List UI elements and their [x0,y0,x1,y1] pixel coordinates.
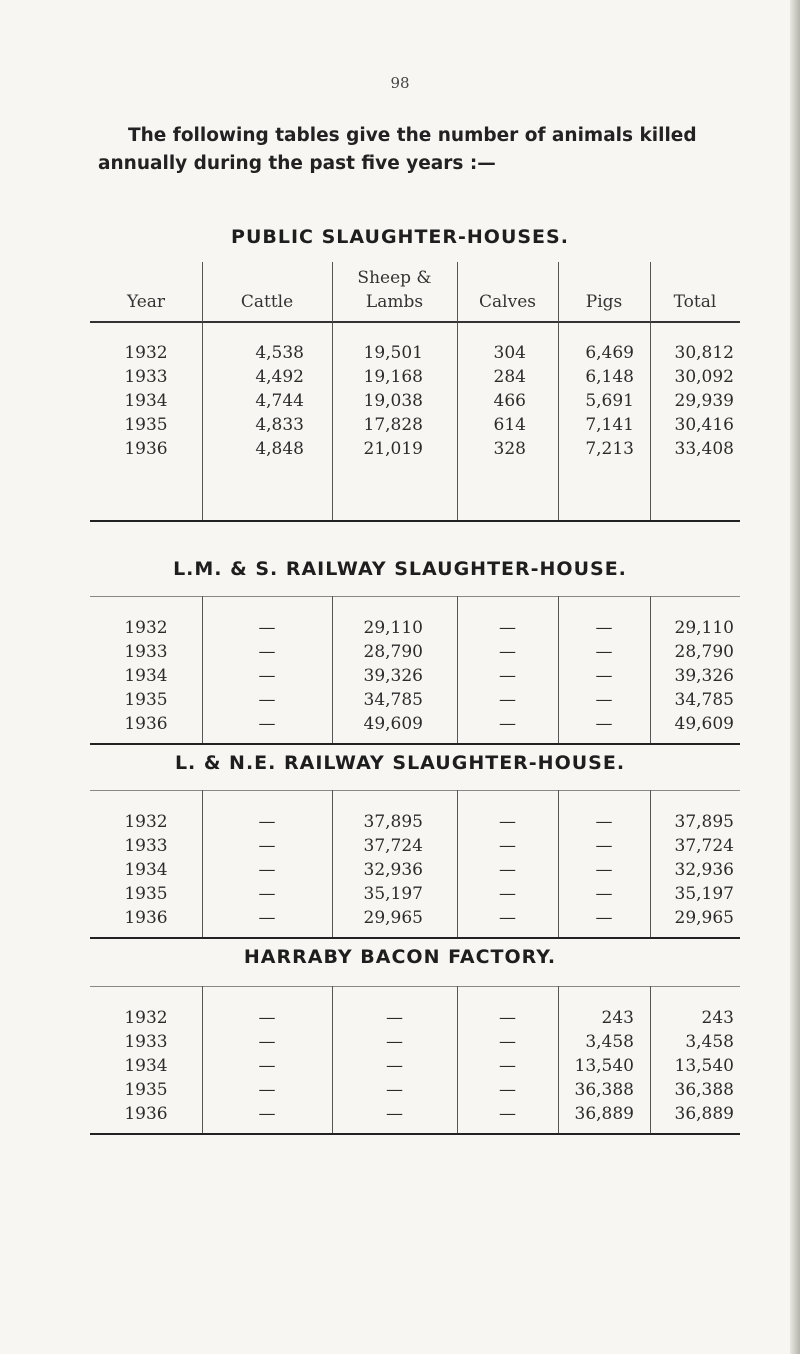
cell-calves: — [499,690,516,710]
cell-calves: — [499,812,516,832]
cell-pigs: 36,388 [574,1080,634,1100]
cell-year: 1934 [124,666,168,686]
cell-year: 1934 [124,860,168,880]
cell-pigs: — [595,618,613,638]
table-row [90,413,740,437]
table-title-lms: L.M. & S. RAILWAY SLAUGHTER-HOUSE. [173,558,627,580]
cell-cattle: 4,848 [255,439,304,459]
cell-total: 37,724 [674,836,734,856]
cell-sheep: — [386,1056,403,1076]
table-top-rule [90,596,740,597]
cell-total: 39,326 [674,666,734,686]
table-row [90,834,740,858]
cell-total: 30,416 [674,415,734,435]
cell-calves: — [499,1032,516,1052]
header-separators [90,262,740,322]
table-row [90,882,740,906]
cell-sheep: 37,895 [363,812,423,832]
cell-total: 36,388 [674,1080,734,1100]
table-row [90,1030,740,1054]
cell-cattle: 4,833 [255,415,304,435]
cell-total: 29,110 [674,618,734,638]
cell-calves: — [499,836,516,856]
cell-cattle: — [258,642,276,662]
cell-sheep: 29,965 [363,908,423,928]
cell-total: 29,965 [674,908,734,928]
cell-total: 32,936 [674,860,734,880]
table-bottom-rule [90,520,740,522]
cell-calves: — [499,714,516,734]
cell-calves: — [499,642,516,662]
cell-calves: — [499,1008,516,1028]
header-pigs: Pigs [585,292,623,312]
cell-year: 1933 [124,836,168,856]
cell-pigs: — [595,642,613,662]
table-public [90,323,740,520]
cell-total: 37,895 [674,812,734,832]
cell-cattle: — [258,884,276,904]
cell-pigs: 13,540 [574,1056,634,1076]
cell-calves: 304 [493,343,526,363]
cell-sheep: — [386,1032,403,1052]
table-row [90,688,740,712]
cell-sheep: 34,785 [363,690,423,710]
cell-cattle: 4,744 [255,391,304,411]
cell-total: 49,609 [674,714,734,734]
table-row [90,858,740,882]
cell-sheep: 19,501 [363,343,423,363]
cell-total: 36,889 [674,1104,734,1124]
cell-cattle: — [258,1032,276,1052]
cell-sheep: 28,790 [363,642,423,662]
cell-total: 13,540 [674,1056,734,1076]
cell-cattle: — [258,1056,276,1076]
cell-year: 1935 [124,690,168,710]
cell-total: 28,790 [674,642,734,662]
cell-total: 30,812 [674,343,734,363]
table-row [90,1006,740,1030]
cell-calves: 466 [493,391,526,411]
cell-pigs: — [595,908,613,928]
cell-total: 34,785 [674,690,734,710]
cell-calves: — [499,1080,516,1100]
cell-year: 1933 [124,642,168,662]
header-year: Year [126,292,166,312]
cell-cattle: — [258,666,276,686]
table-bottom-rule [90,937,740,939]
cell-calves: — [499,666,516,686]
table-top-rule [90,986,740,987]
cell-calves: — [499,1056,516,1076]
cell-year: 1932 [124,1008,168,1028]
cell-pigs: — [595,690,613,710]
table-row [90,1102,740,1126]
header-calves: Calves [479,292,536,312]
cell-calves: 284 [493,367,526,387]
cell-cattle: 4,538 [255,343,304,363]
cell-total: 33,408 [674,439,734,459]
cell-year: 1936 [124,439,168,459]
cell-year: 1932 [124,812,168,832]
cell-cattle: — [258,690,276,710]
cell-pigs: — [595,860,613,880]
cell-sheep: — [386,1080,403,1100]
cell-year: 1936 [124,1104,168,1124]
cell-sheep: 39,326 [363,666,423,686]
cell-cattle: — [258,812,276,832]
cell-sheep: 21,019 [363,439,423,459]
table-harraby [90,986,740,1133]
header-cattle: Cattle [240,292,294,312]
cell-sheep: 19,038 [363,391,423,411]
cell-calves: — [499,908,516,928]
cell-year: 1935 [124,1080,168,1100]
table-row [90,437,740,461]
cell-sheep: 29,110 [363,618,423,638]
table-row [90,664,740,688]
cell-cattle: — [258,908,276,928]
cell-pigs: 243 [601,1008,634,1028]
cell-sheep: 32,936 [363,860,423,880]
cell-total: 3,458 [685,1032,734,1052]
table-row [90,365,740,389]
cell-cattle: — [258,1008,276,1028]
cell-pigs: — [595,714,613,734]
cell-total: 30,092 [674,367,734,387]
intro-line-1: The following tables give the number of animals killed [128,125,697,146]
page-edge-shadow [790,0,800,1354]
cell-sheep: 49,609 [363,714,423,734]
cell-pigs: 6,148 [585,367,634,387]
cell-cattle: — [258,1104,276,1124]
intro-line-2: annually during the past five years :— [98,153,496,174]
table-row [90,389,740,413]
table-bottom-rule [90,1133,740,1135]
table-row [90,640,740,664]
table-lne [90,790,740,937]
table-title-public: PUBLIC SLAUGHTER-HOUSES. [231,226,569,248]
cell-pigs: 7,213 [585,439,634,459]
cell-pigs: 5,691 [585,391,634,411]
cell-cattle: — [258,860,276,880]
cell-year: 1935 [124,884,168,904]
header-sheep-line2: Lambs [365,292,424,312]
cell-year: 1935 [124,415,168,435]
cell-pigs: — [595,812,613,832]
cell-sheep: 35,197 [363,884,423,904]
cell-sheep: 37,724 [363,836,423,856]
cell-cattle: — [258,1080,276,1100]
cell-pigs: 7,141 [585,415,634,435]
table-row [90,1054,740,1078]
cell-pigs: — [595,884,613,904]
cell-pigs: — [595,666,613,686]
cell-calves: — [499,618,516,638]
cell-cattle: — [258,836,276,856]
cell-year: 1936 [124,908,168,928]
table-top-rule [90,790,740,791]
cell-year: 1934 [124,391,168,411]
cell-pigs: 6,469 [585,343,634,363]
cell-total: 243 [701,1008,734,1028]
cell-calves: 614 [493,415,526,435]
table-title-lne: L. & N.E. RAILWAY SLAUGHTER-HOUSE. [174,752,626,774]
cell-calves: — [499,1104,516,1124]
cell-calves: — [499,884,516,904]
table-row [90,616,740,640]
table-row [90,341,740,365]
table-bottom-rule [90,743,740,745]
cell-year: 1933 [124,1032,168,1052]
cell-pigs: — [595,836,613,856]
cell-year: 1934 [124,1056,168,1076]
cell-cattle: — [258,714,276,734]
header-total: Total [673,292,717,312]
cell-year: 1932 [124,343,168,363]
table-title-harraby: HARRABY BACON FACTORY. [243,946,557,968]
cell-sheep: 19,168 [363,367,423,387]
cell-sheep: 17,828 [363,415,423,435]
cell-sheep: — [386,1104,403,1124]
cell-pigs: 3,458 [585,1032,634,1052]
cell-pigs: 36,889 [574,1104,634,1124]
cell-year: 1932 [124,618,168,638]
cell-total: 35,197 [674,884,734,904]
cell-year: 1936 [124,714,168,734]
table-lms [90,596,740,743]
table-row [90,906,740,930]
table-row [90,1078,740,1102]
cell-calves: 328 [493,439,526,459]
cell-cattle: — [258,618,276,638]
cell-year: 1933 [124,367,168,387]
cell-cattle: 4,492 [255,367,304,387]
intro-paragraph [98,122,778,178]
cell-calves: — [499,860,516,880]
cell-total: 29,939 [674,391,734,411]
page-number: 98 [390,74,410,92]
cell-sheep: — [386,1008,403,1028]
table-row [90,810,740,834]
header-sheep-line1: Sheep & [357,268,432,288]
table-row [90,712,740,736]
